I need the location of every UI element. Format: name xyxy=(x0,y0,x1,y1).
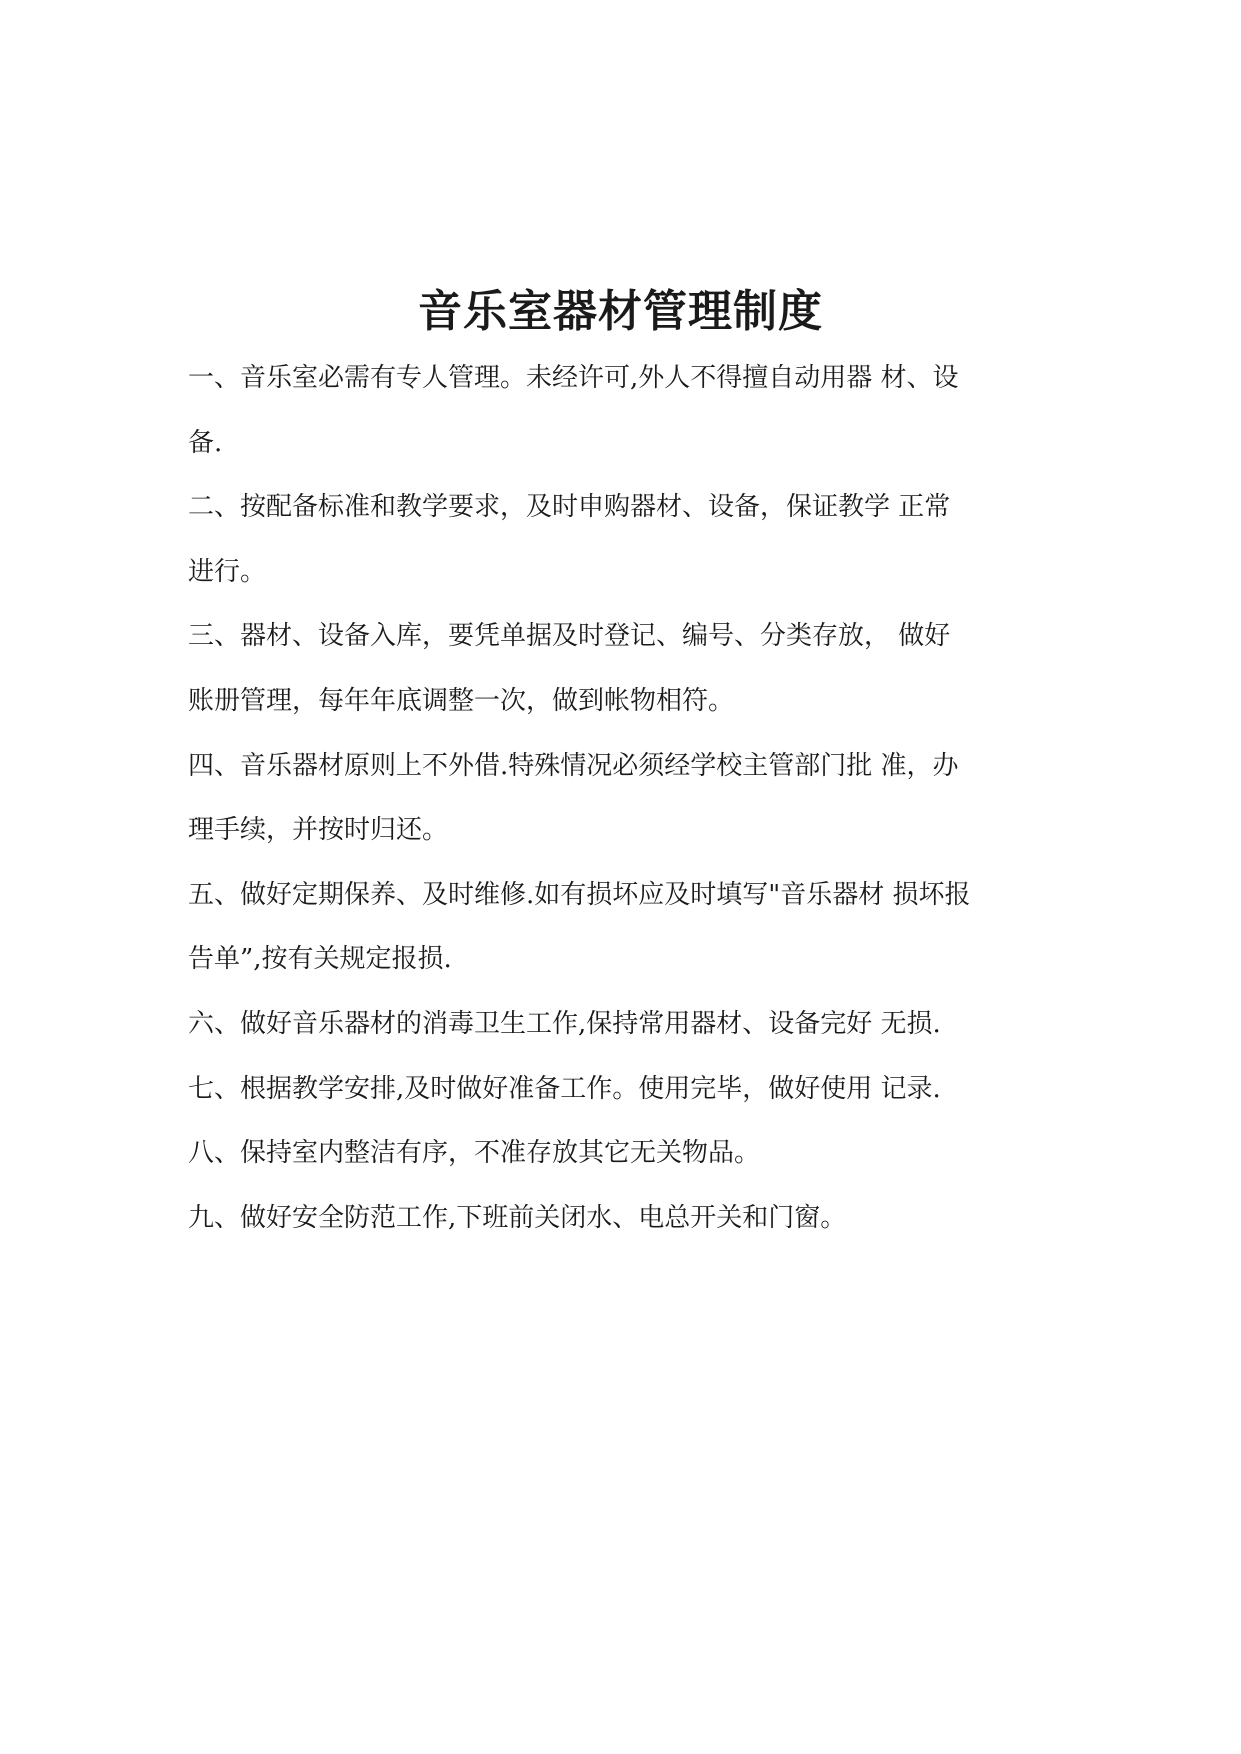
rule-line-4a: 四、音乐器材原则上不外借.特殊情况必须经学校主管部门批 准，办 xyxy=(188,751,959,781)
rule-line-1b: 备. xyxy=(188,428,223,458)
rule-line-1a: 一、音乐室必需有专人管理。未经许可,外人不得擅自动用器 材、设 xyxy=(188,363,959,393)
rule-line-2b: 进行。 xyxy=(188,557,267,587)
rule-line-9: 九、做好安全防范工作,下班前关闭水、电总开关和门窗。 xyxy=(188,1203,847,1233)
rule-line-5b: 告单”,按有关规定报损. xyxy=(188,944,452,974)
document-title: 音乐室器材管理制度 xyxy=(418,286,823,337)
rule-line-3a: 三、器材、设备入库，要凭单据及时登记、编号、分类存放， 做好 xyxy=(188,621,951,651)
rule-line-2a: 二、按配备标准和教学要求，及时申购器材、设备，保证教学 正常 xyxy=(188,492,951,522)
rule-line-7: 七、根据教学安排,及时做好准备工作。使用完毕，做好使用 记录. xyxy=(188,1074,941,1104)
rule-line-6: 六、做好音乐器材的消毒卫生工作,保持常用器材、设备完好 无损. xyxy=(188,1009,941,1039)
rule-line-5a: 五、做好定期保养、及时维修.如有损坏应及时填写"音乐器材 损坏报 xyxy=(188,880,971,910)
rule-line-3b: 账册管理，每年年底调整一次，做到帐物相符。 xyxy=(188,686,735,716)
rule-line-8: 八、保持室内整洁有序，不准存放其它无关物品。 xyxy=(188,1138,761,1168)
rule-line-4b: 理手续，并按时归还。 xyxy=(188,815,449,845)
